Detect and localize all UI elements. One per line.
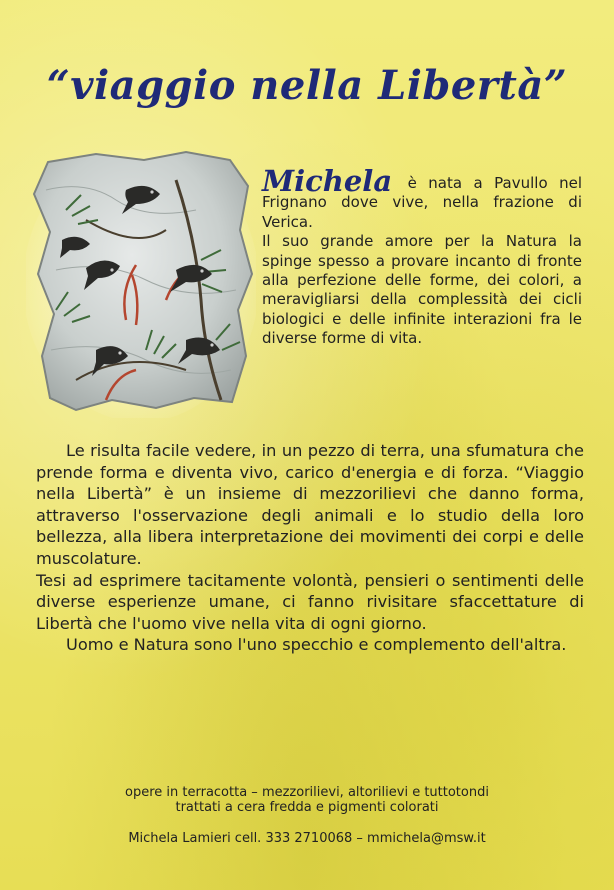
footer-contact: Michela Lamieri cell. 333 2710068 – mmichela@msw.it — [128, 831, 486, 846]
description-paragraph-3: Uomo e Natura sono l'uno specchio e complemento dell'altra. — [66, 635, 567, 655]
terracotta-relief-image — [26, 150, 256, 418]
artist-intro — [262, 164, 582, 349]
intro-text-1: è nata a Pavullo nel Frignano dove vive, nella frazione di Verica. — [262, 174, 582, 231]
description-paragraph-2: Tesi ad esprimere tacitamente volontà, pensieri o sentimenti delle diverse esperienze umane, ci fanno rivisitare sfaccettature di Libertà che l'uomo vive nella vita di ogni giorno. — [36, 570, 584, 633]
footer-line-1: opere in terracotta – mezzorilievi, altorilievi e tuttotondi — [125, 785, 489, 800]
intro-paragraph-1 — [262, 164, 582, 232]
description-body — [36, 440, 584, 656]
artist-name: Michela — [262, 164, 393, 198]
description-paragraph-1: Le risulta facile vedere, in un pezzo di terra, una sfumatura che prende forma e diventa vivo, carico d'energia e di forza. “Viaggio nella Libertà” è un insieme di mezzorilievi che danno forma, attraverso l'osservazione degli animali e lo studio della loro bellezza, alla libera interpretazione dei movimenti dei corpi e delle muscolature. — [36, 441, 584, 568]
footer-line-2: trattati a cera fredda e pigmenti colorati — [175, 800, 439, 815]
intro-paragraph-2: Il suo grande amore per la Natura la spinge spesso a provare incanto di fronte alla perfezione delle forme, dei colori, a meravigliarsi della complessità dei cicli biologici e delle infinite interazioni fra le diverse forme di vita. — [262, 232, 582, 348]
footer-materials — [0, 785, 614, 815]
flyer-title: “viaggio nella Libertà” — [46, 62, 568, 109]
